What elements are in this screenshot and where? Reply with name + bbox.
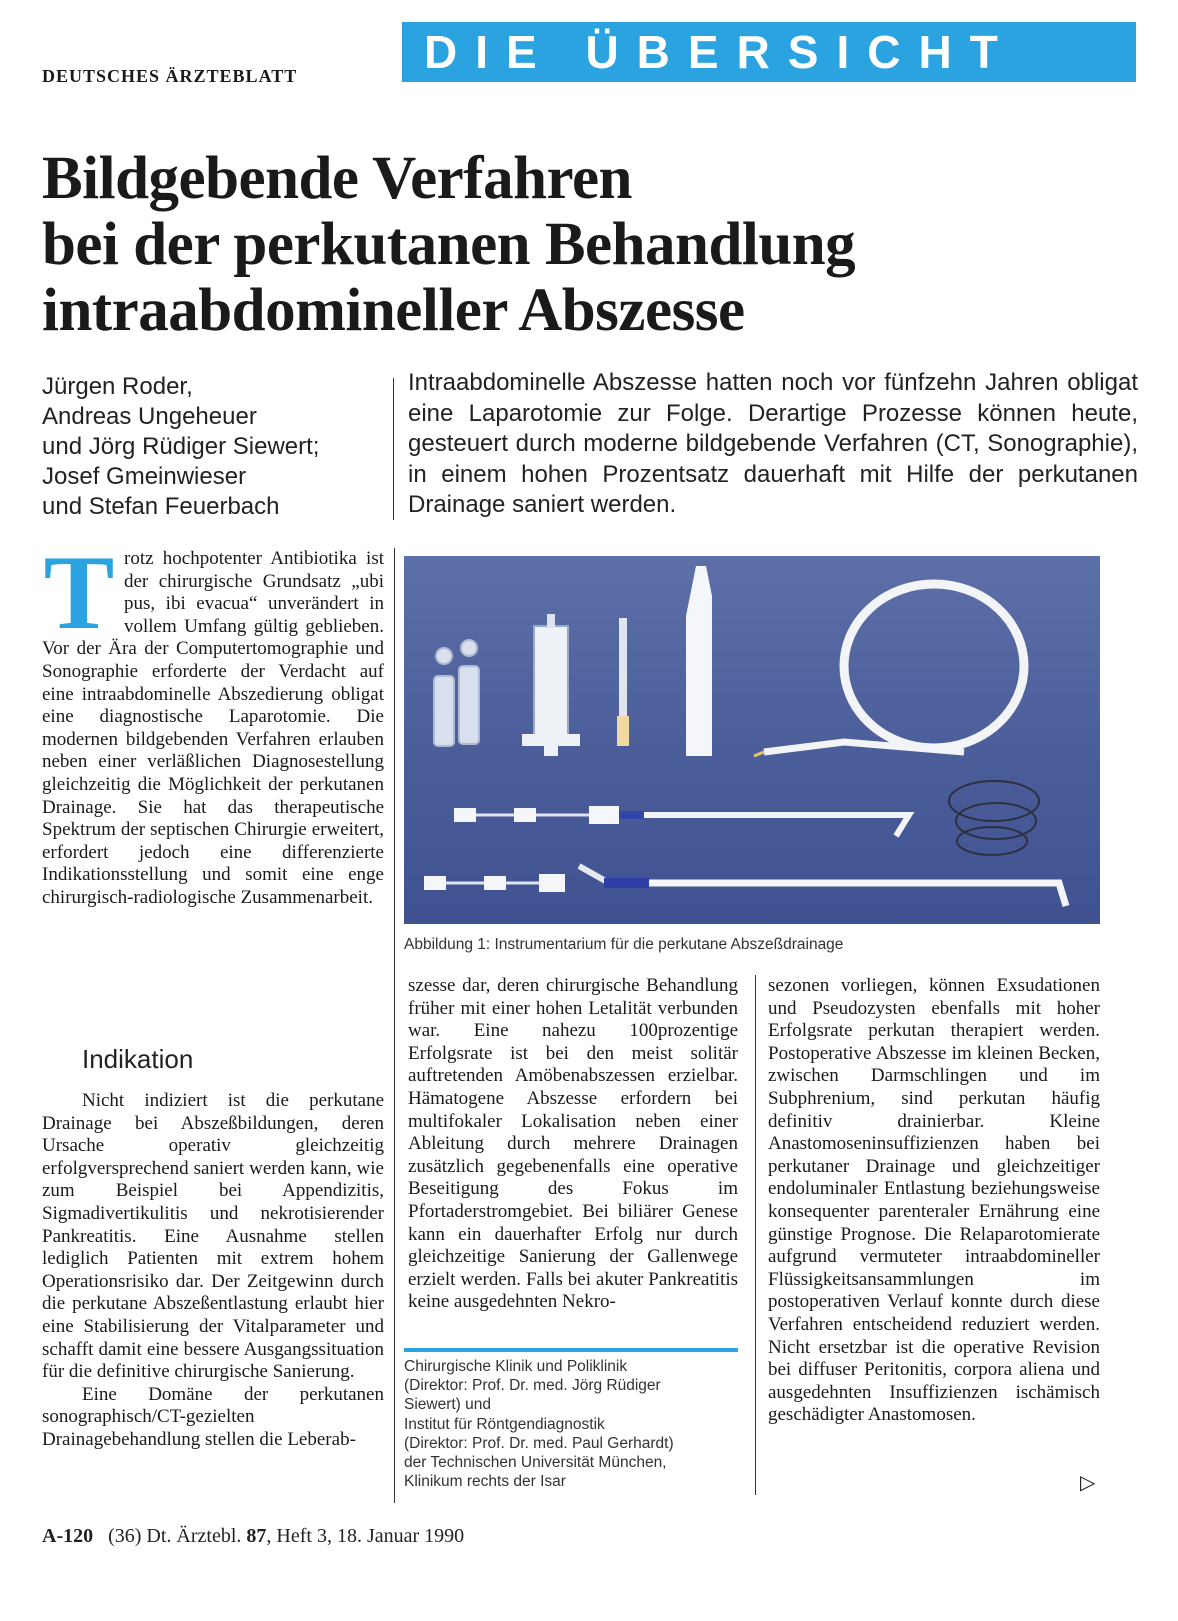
- scalpel: [686, 566, 712, 756]
- author-list: [42, 372, 382, 522]
- instrument-photo-graphic: [404, 556, 1100, 924]
- triangle-right-icon: ▷: [1080, 1472, 1096, 1494]
- title-line: Bildgebende Verfahren: [42, 145, 632, 212]
- affiliation-line: Institut für Röntgendiagnostik: [404, 1415, 605, 1433]
- body-paragraph: Eine Domäne der perkutanen sonographisch/CT-gezielten Drainagebehandlung stellen die Leberab-: [42, 1383, 384, 1450]
- title-line: bei der perkutanen Behandlung: [42, 211, 856, 278]
- body-paragraph: szesse dar, deren chirurgische Behandlung früher mit einer hohen Letalität verbunden war. Eine nahezu 100prozentige Erfolgsrate ist bei den meist solitär auftretenden Amöbenabszessen erzielbar. Hämatogene Abszesse erfordern bei multifokaler Lokalisation neben einer Ableitung durch mehrere Drainagen zusätzlich gegebenenfalls eine operative Beseitigung des Fokus im Pfortaderstromgebiet. Bei biliärer Genese kann ein dauerhafter Erfolg nur durch gleichzeitige Sanierung der Gallenwege erzielt werden. Falls bei akuter Pankreatitis keine ausgedehnten Nekro-: [408, 975, 738, 1313]
- drop-cap: T: [43, 534, 115, 651]
- issue-date: , Heft 3, 18. Januar 1990: [266, 1525, 465, 1547]
- drainage-catheter-1: [454, 806, 909, 836]
- instrument-photo: [404, 556, 1100, 924]
- author: und Stefan Feuerbach: [42, 493, 280, 520]
- intro-paragraph: [42, 534, 384, 910]
- section-banner: DIE ÜBERSICHT: [402, 22, 1136, 82]
- issue-page: (36) Dt. Ärztebl.: [108, 1525, 242, 1547]
- page-number: A-120: [42, 1525, 94, 1547]
- syringe: [522, 614, 580, 756]
- affiliation: [404, 1357, 744, 1491]
- section-heading: Indikation: [82, 1044, 194, 1074]
- affiliation-line: Siewert) und: [404, 1396, 492, 1414]
- abstract: Intraabdominelle Abszesse hatten noch vor fünfzehn Jahren obligat eine Laparotomie zur Folge. Derartige Prozesse können heute, gesteuert durch moderne bildgebende Verfahren (CT, Sonographie), in einem hohen Prozentsatz dauerhaft mit Hilfe der perkutanen Drainage saniert werden.: [408, 369, 1138, 518]
- drainage-catheter-2: [424, 866, 1066, 906]
- affiliation-line: (Direktor: Prof. Dr. med. Paul Gerhardt): [404, 1434, 674, 1452]
- affiliation-line: (Direktor: Prof. Dr. med. Jörg Rüdiger: [404, 1377, 661, 1395]
- affiliation-rule: [404, 1348, 738, 1352]
- column-divider: [755, 975, 756, 1495]
- title-line: intraabdomineller Abszesse: [42, 277, 745, 344]
- guidewire: [949, 781, 1039, 855]
- volume: 87: [246, 1525, 267, 1547]
- author: Josef Gmeinwieser: [42, 463, 247, 490]
- body-column-1: [42, 1090, 384, 1452]
- body-paragraph: Nicht indiziert ist die perkutane Drainage bei Abszeßbildungen, deren Ursache operativ gleichzeitig erfolgversprechend saniert werden kann, wie zum Beispiel bei Appendizitis, Sigmadivertikulitis und nekrotisierender Pankreatitis. Eine Ausnahme stellen lediglich Patienten mit extrem hohem Operationsrisiko dar. Der Zeitgewinn durch die perkutane Abszeßentlastung erlaubt hier eine Stabilisierung der Vitalparameter und schafft damit eine bessere Ausgangssituation für die definitive chirurgische Sanierung.: [42, 1090, 384, 1383]
- body-column-3: [768, 975, 1100, 1427]
- article-title: [42, 146, 1132, 344]
- needle-hub: [617, 716, 629, 746]
- affiliation-line: Klinikum rechts der Isar: [404, 1473, 566, 1491]
- body-paragraph: sezonen vorliegen, können Exsudationen und Pseudozysten ebenfalls mit hoher Erfolgsrate perkutan therapiert werden. Postoperative Abszesse im kleinen Becken, zwischen Darmschlingen und im Subphrenium, sind perkutan häufig definitiv drainierbar. Kleine Anastomoseninsuffizienzen haben bei perkutaner Drainage und gleichzeitiger endoluminaler Entlastung beziehungsweise konsequenter parenteraler Ernährung eine günstige Prognose. Die Relaparotomierate aufgrund vermuteter intraabdomineller Flüssigkeitsansammlungen im postoperativen Verlauf konnte durch diese Verfahren entscheidend reduziert werden. Nicht ersetzbar ist die operative Revision bei diffuser Peritonitis, corpora aliena und ausgedehnten Insuffizienzen ischämisch geschädigter Anastomosen.: [768, 975, 1100, 1426]
- author: Andreas Ungeheuer: [42, 403, 257, 430]
- affiliation-line: Chirurgische Klinik und Poliklinik: [404, 1358, 628, 1375]
- journal-name: DEUTSCHES ÄRZTEBLATT: [42, 66, 298, 86]
- affiliation-line: der Technischen Universität München,: [404, 1454, 667, 1472]
- figure-caption: Abbildung 1: Instrumentarium für die perkutane Abszeßdrainage: [404, 936, 844, 953]
- column-divider: [393, 378, 394, 520]
- vials: [434, 640, 479, 746]
- column-divider: [394, 548, 395, 1503]
- intro-text: rotz hochpotenter Antibiotika ist der chirurgische Grundsatz „ubi pus, ibi evacua“ unverändert in vollem Umfang gültig geblieben. Vor der Ära der Computertomographie und Sonographie erforderte der Verdacht auf eine intraabdominelle Abszedierung obligat eine diagnostische Laparotomie. Die modernen bildgebenden Verfahren erlauben neben einer verläßlichen Diagnosestellung gleichzeitig die Möglichkeit der perkutanen Drainage. Sie hat das therapeutische Spektrum der septischen Chirurgie erweitert, erfordert jedoch eine differenzierte Indikationsstellung und somit eine enge chirurgisch-radiologische Zusammenarbeit.: [42, 548, 384, 908]
- page-footer: [42, 1525, 464, 1548]
- body-column-2: [408, 975, 738, 1314]
- author: Jürgen Roder,: [42, 373, 193, 400]
- coiled-catheter: [844, 584, 1024, 748]
- author: und Jörg Rüdiger Siewert;: [42, 433, 320, 460]
